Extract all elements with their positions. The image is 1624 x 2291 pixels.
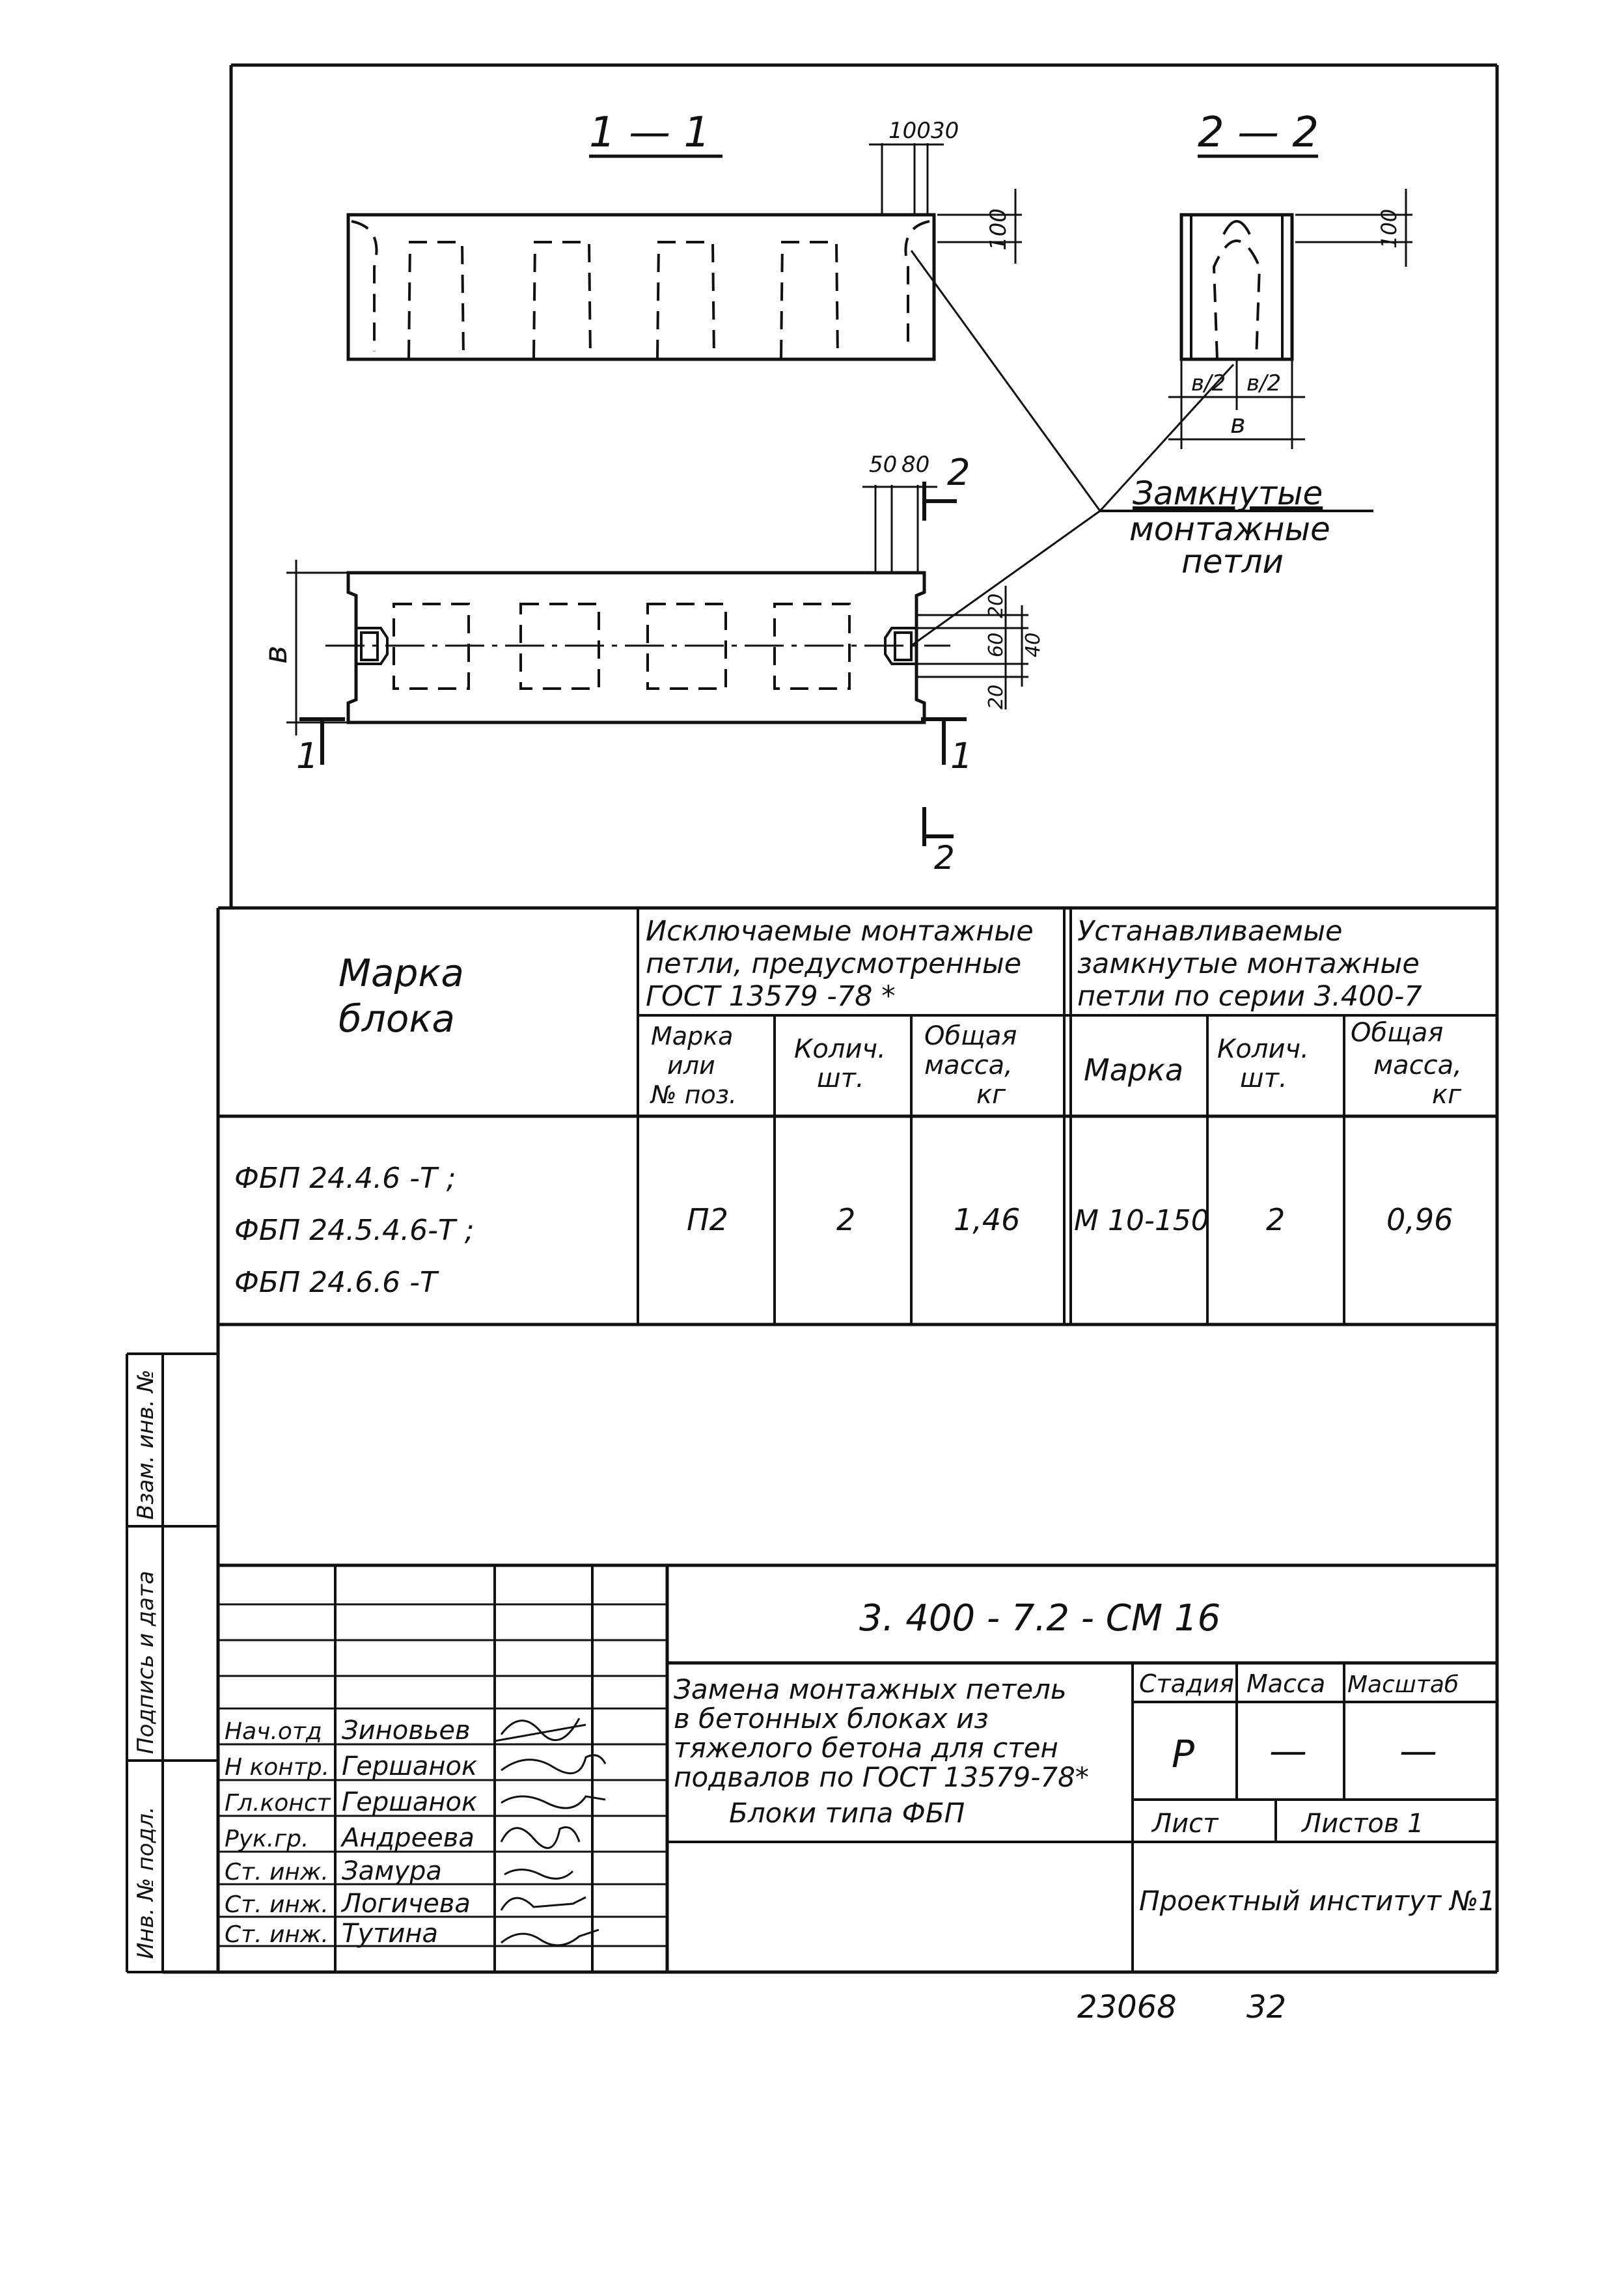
dim-40: 40 (1022, 632, 1045, 657)
mass-label: Масса (1246, 1669, 1326, 1698)
stamp-signature-date: Подпись и дата (133, 1571, 159, 1754)
cut-1-right: 1 (950, 735, 973, 776)
footer-number: 23068 (1077, 1989, 1177, 2025)
title-line-3: тяжелого бетона для стен (674, 1732, 1058, 1764)
organization: Проектный институт №1 (1139, 1885, 1496, 1917)
callout-closed: Замкнутые (1133, 474, 1323, 512)
role-2: Н контр. (225, 1754, 330, 1781)
name-1: Зиновьев (342, 1716, 471, 1746)
role-6: Ст. инж. (225, 1891, 329, 1918)
spec-table (218, 908, 1497, 1324)
sub-qty2-l2: шт. (1240, 1063, 1287, 1093)
row-qty1: 2 (836, 1202, 856, 1237)
dim-20-b: 20 (985, 684, 1008, 709)
header-installed-line2: замкнутые монтажные (1077, 948, 1420, 980)
dim-b-bottom: в (1230, 409, 1246, 439)
header-mark-line1: Марка (338, 951, 464, 995)
dim-50: 50 (869, 452, 898, 478)
scale-label: Масштаб (1347, 1671, 1459, 1698)
title-block (218, 1565, 1497, 1972)
sub-mass2-l1: Общая (1351, 1018, 1444, 1048)
row-block-3: ФБП 24.6.6 -Т (234, 1266, 437, 1299)
dim-side-100 (937, 189, 1022, 264)
name-2: Гершанок (342, 1751, 478, 1781)
cut-2-bottom: 2 (934, 839, 955, 877)
sheets-label: Листов 1 (1302, 1809, 1424, 1839)
dim-60: 60 (985, 632, 1008, 657)
row-mass1: 1,46 (954, 1202, 1021, 1237)
stage-label: Стадия (1139, 1669, 1234, 1698)
sub-mass2-l3: кг (1432, 1080, 1462, 1110)
sub-mark1-l3: № поз. (651, 1080, 737, 1109)
header-mark-line2: блока (338, 996, 455, 1041)
loop-callout (911, 251, 1373, 646)
row-block-2: ФБП 24.5.4.6-Т ; (234, 1214, 475, 1247)
sub-mass2-l2: масса, (1373, 1050, 1462, 1080)
sub-qty2-l1: Колич. (1217, 1034, 1309, 1064)
doc-code: 3. 400 - 7.2 - СМ 16 (859, 1597, 1221, 1639)
sub-mass1-l3: кг (976, 1080, 1006, 1110)
dim-100-top: 100 (888, 118, 931, 144)
sub-mass1-l2: масса, (924, 1050, 1013, 1080)
title-line-4: подвалов по ГОСТ 13579-78* (674, 1761, 1089, 1793)
sheet-label: Лист (1152, 1809, 1218, 1839)
title-line-5: Блоки типа ФБП (729, 1797, 965, 1829)
name-4: Андреева (342, 1823, 475, 1853)
name-6: Логичева (342, 1889, 471, 1919)
cut-1-left: 1 (296, 735, 319, 776)
role-3: Гл.конст (225, 1790, 331, 1817)
stamp-inv-original: Инв. № подл. (133, 1806, 159, 1959)
block-plan-view (348, 573, 924, 722)
dim-100-section2: 100 (1377, 208, 1401, 249)
row-qty2: 2 (1266, 1202, 1286, 1237)
dim-20-a: 20 (985, 593, 1008, 618)
row-mark1: П2 (687, 1202, 728, 1237)
callout-mounting: монтажные (1129, 510, 1330, 548)
sub-mark1-l1: Марка (651, 1022, 734, 1050)
name-3: Гершанок (342, 1787, 478, 1817)
role-4: Рук.гр. (225, 1826, 309, 1852)
role-1: Нач.отд (225, 1718, 322, 1745)
title-line-2: в бетонных блоках из (674, 1703, 989, 1735)
block-side-view (348, 215, 934, 359)
role-5: Ст. инж. (225, 1859, 329, 1886)
section-2-2-label: 2 — 2 (1198, 109, 1319, 157)
callout-loops: петли (1181, 543, 1284, 581)
dim-100-side: 100 (985, 208, 1012, 251)
cut-2-top: 2 (947, 452, 970, 494)
sub-qty1-l2: шт. (817, 1063, 864, 1093)
dim-b-half-right: в/2 (1246, 370, 1282, 396)
header-installed-line1: Устанавливаемые (1077, 915, 1343, 948)
dim-80: 80 (901, 452, 930, 478)
scale-value: — (1399, 1729, 1437, 1773)
header-installed-line3: петли по серии 3.400-7 (1077, 980, 1422, 1013)
role-7: Ст. инж. (225, 1921, 329, 1948)
section-2-2 (1168, 109, 1412, 449)
dim-30-top: 30 (931, 118, 959, 144)
mass-value: — (1269, 1729, 1307, 1773)
header-excluded-line3: ГОСТ 13579 -78 * (646, 980, 896, 1013)
name-5: Замура (342, 1856, 442, 1886)
sub-mark2: Марка (1084, 1052, 1184, 1088)
sub-mass1-l1: Общая (924, 1021, 1017, 1051)
signatures (495, 1718, 605, 1945)
footer-page: 32 (1246, 1989, 1287, 2025)
footer (1077, 1989, 1286, 2025)
sub-mark1-l2: или (667, 1051, 715, 1080)
header-excluded-line1: Исключаемые монтажные (646, 915, 1034, 948)
stage-value: Р (1172, 1732, 1194, 1776)
dim-b-half-left: в/2 (1191, 370, 1226, 396)
stamp-replace-inv: Взам. инв. № (133, 1369, 159, 1520)
row-mark2: М 10-150 (1074, 1204, 1209, 1237)
row-mass2: 0,96 (1386, 1202, 1453, 1237)
sub-qty1-l1: Колич. (794, 1034, 886, 1064)
dim-top-100-30 (869, 118, 959, 215)
block-cross-section (1181, 215, 1292, 359)
section-1-1 (348, 109, 1022, 359)
header-excluded-line2: петли, предусмотренные (646, 948, 1022, 980)
side-stamp (127, 1354, 218, 1972)
plan-view (258, 452, 1045, 877)
title-line-1: Замена монтажных петель (674, 1673, 1067, 1705)
row-block-1: ФБП 24.4.6 -Т ; (234, 1162, 456, 1195)
section-1-1-label: 1 — 1 (589, 109, 711, 157)
dim-b-left: в (258, 645, 294, 664)
name-7: Тутина (342, 1919, 439, 1949)
